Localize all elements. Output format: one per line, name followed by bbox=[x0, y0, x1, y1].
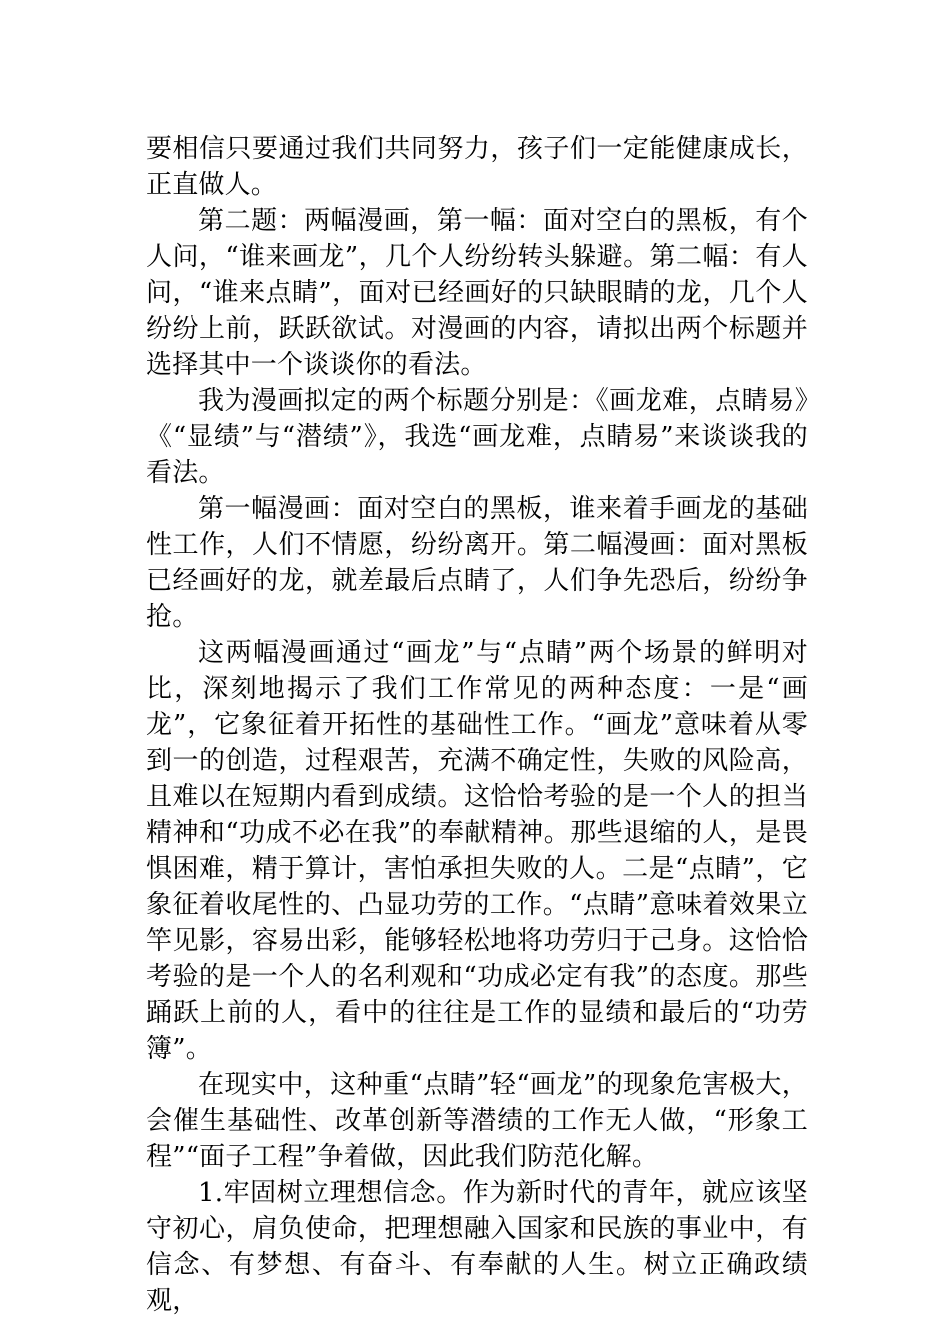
paragraph-comic-description: 第一幅漫画：面对空白的黑板，谁来着手画龙的基础性工作，人们不情愿，纷纷离开。第二幅漫画：面对黑板已经画好的龙，就差最后点睛了，人们争先恐后，纷纷争抢。 bbox=[146, 494, 808, 632]
paragraph-reality: 在现实中，这种重“点睛”轻“画龙”的现象危害极大，会催生基础性、改革创新等潜绩的工作无人做，“形象工程”“面子工程”争着做，因此我们防范化解。 bbox=[146, 1070, 808, 1172]
paragraph-point-one: 1.牢固树立理想信念。作为新时代的青年，就应该坚守初心，肩负使命，把理想融入国家和民族的事业中，有信念、有梦想、有奋斗、有奉献的人生。树立正确政绩观， bbox=[146, 1178, 808, 1316]
document-body bbox=[146, 131, 808, 1319]
paragraph-question-two: 第二题：两幅漫画，第一幅：面对空白的黑板，有个人问，“谁来画龙”，几个人纷纷转头躲避。第二幅：有人问，“谁来点睛”，面对已经画好的只缺眼睛的龙，几个人纷纷上前，跃跃欲试。对漫画的内容，请拟出两个标题并选择其中一个谈谈你的看法。 bbox=[146, 206, 808, 380]
paragraph-titles: 我为漫画拟定的两个标题分别是：《画龙难，点睛易》《“显绩”与“潜绩”》，我选“画龙难，点睛易”来谈谈我的看法。 bbox=[146, 386, 808, 488]
paragraph-continuation: 要相信只要通过我们共同努力，孩子们一定能健康成长，正直做人。 bbox=[146, 134, 808, 200]
paragraph-analysis: 这两幅漫画通过“画龙”与“点睛”两个场景的鲜明对比，深刻地揭示了我们工作常见的两种态度：一是“画龙”，它象征着开拓性的基础性工作。“画龙”意味着从零到一的创造，过程艰苦，充满不确定性，失败的风险高，且难以在短期内看到成绩。这恰恰考验的是一个人的担当精神和“功成不必在我”的奉献精神。那些退缩的人，是畏惧困难，精于算计，害怕承担失败的人。二是“点睛”，它象征着收尾性的、凸显功劳的工作。“点睛”意味着效果立竿见影，容易出彩，能够轻松地将功劳归于己身。这恰恰考验的是一个人的名利观和“功成必定有我”的态度。那些踊跃上前的人，看中的往往是工作的显绩和最后的“功劳簿”。 bbox=[146, 638, 808, 1064]
